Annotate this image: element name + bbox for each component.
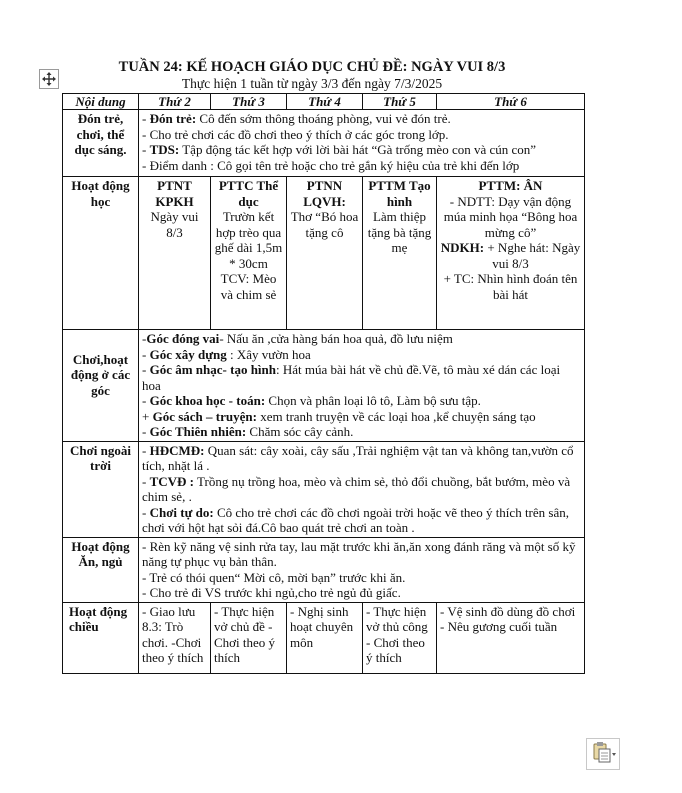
ngoai-troi-content — [139, 441, 585, 537]
an-ngu-content — [139, 537, 585, 602]
hdh-thu-6: PTTM: ÂN - NDTT: Dạy vận động múa minh họa “Bông hoa mừng cô” NDKH: + Nghe hát: Ngày vui 8/3 + TC: Nhìn hình đoán tên bài hát — [437, 177, 585, 330]
hdh-thu-4: PTNN LQVH: Thơ “Bó hoa tặng cô — [287, 177, 363, 330]
row-label-hoat-dong-hoc: Hoạt động học — [63, 177, 139, 330]
table-row — [63, 602, 585, 673]
hdh-thu-5: PTTM Tạo hình Làm thiệp tặng bà tặng mẹ — [363, 177, 437, 330]
don-tre-content — [139, 110, 585, 177]
list-item: - Rèn kỹ năng vệ sinh rửa tay, lau mặt trước khi ăn,ăn xong đánh răng và một số kỹ năng tự phục vụ bản thân. — [142, 538, 576, 569]
list-item: + Góc sách – truyện: xem tranh truyện về các loại hoa ,kể chuyện sáng tạo — [142, 408, 536, 424]
table-row — [63, 177, 585, 330]
plan-table — [62, 93, 585, 674]
list-item: - Trẻ có thói quen“ Mời cô, mời bạn” trước khi ăn. — [142, 569, 406, 585]
list-item: - Góc Thiên nhiên: Chăm sóc cây cảnh. — [142, 424, 354, 439]
list-item: -Góc đóng vai- Nấu ăn ,cửa hàng bán hoa quả, đồ lưu niệm — [142, 331, 453, 346]
col-header-noi-dung: Nội dung — [63, 94, 139, 110]
col-header-thu-6: Thứ 6 — [437, 94, 585, 110]
row-label-don-tre: Đón trẻ, chơi, thể dục sáng. — [63, 110, 139, 177]
move-arrows-icon — [41, 71, 57, 87]
table-move-handle[interactable] — [39, 69, 59, 89]
chieu-thu-2: - Giao lưu 8.3: Trò chơi. -Chơi theo ý thích — [139, 602, 211, 673]
row-label-chieu: Hoạt động chiều — [63, 602, 139, 673]
choi-goc-content — [139, 330, 585, 442]
hdh-thu-3: PTTC Thể dục Trườn kết hợp trèo qua ghế dài 1,5m * 30cm TCV: Mèo và chim sẻ — [211, 177, 287, 330]
doc-subtitle: Thực hiện 1 tuần từ ngày 3/3 đến ngày 7/3/2025 — [181, 76, 443, 91]
hdh-thu-2: PTNT KPKH Ngày vui 8/3 — [139, 177, 211, 330]
list-item: - Góc xây dựng : Xây vườn hoa — [142, 346, 311, 362]
list-item: - Cho trẻ đi VS trước khi ngủ,cho trẻ ngủ đủ giấc. — [142, 585, 401, 600]
list-item: - Chơi tự do: Cô cho trẻ chơi các đồ chơi ngoài trời hoặc vẽ theo ý thích trên sân, chơi với hột hạt sỏi đá.Cô bao quát trẻ chơi an toàn . — [142, 504, 569, 535]
table-header-row — [63, 94, 585, 110]
list-item: - HĐCMĐ: Quan sát: cây xoài, cây sấu ,Trải nghiệm vật tan và không tan,vườn cổ tích, nhặt lá . — [142, 442, 574, 473]
paste-options-button[interactable] — [586, 738, 620, 770]
table-row — [63, 537, 585, 602]
row-label-an-ngu: Hoạt động Ăn, ngủ — [63, 537, 139, 602]
table-row — [63, 110, 585, 177]
list-item: - Góc khoa học - toán: Chọn và phân loại lô tô, Làm bộ sưu tập. — [142, 393, 481, 408]
list-item: - Điểm danh : Cô gọi tên trẻ hoặc cho trẻ gắn ký hiệu của trẻ khi đến lớp — [142, 157, 520, 173]
table-row — [63, 441, 585, 537]
col-header-thu-3: Thứ 3 — [211, 94, 287, 110]
paste-options-icon — [587, 739, 619, 769]
row-label-ngoai-troi: Chơi ngoài trời — [63, 441, 139, 537]
col-header-thu-4: Thứ 4 — [287, 94, 363, 110]
chieu-thu-5: - Thực hiện vở thủ công - Chơi theo ý thích — [363, 602, 437, 673]
list-item: - TCVĐ : Trồng nụ trồng hoa, mèo và chim sẻ, thỏ đổi chuồng, bắt bướm, mèo và chim sẻ, . — [142, 473, 571, 504]
row-label-choi-goc: Chơi,hoạt động ở các góc — [63, 330, 139, 442]
list-item: - Cho trẻ chơi các đồ chơi theo ý thích ở các góc trong lớp. — [142, 126, 449, 142]
col-header-thu-2: Thứ 2 — [139, 94, 211, 110]
chieu-thu-6: - Vệ sinh đồ dùng đồ chơi - Nêu gương cuối tuần — [437, 602, 585, 673]
list-item: - Góc âm nhạc- tạo hình: Hát múa bài hát về chủ đề.Vẽ, tô màu xé dán các loại hoa — [142, 362, 561, 393]
list-item: - TDS: Tập động tác kết hợp với lời bài hát “Gà trống mèo con và cún con” — [142, 142, 537, 157]
chieu-thu-4: - Nghị sinh hoạt chuyên môn — [287, 602, 363, 673]
table-row — [63, 330, 585, 442]
list-item: - Đón trẻ: Cô đến sớm thông thoáng phòng, vui vẻ đón trẻ. — [142, 111, 451, 126]
chieu-thu-3: - Thực hiện vở chủ đề - Chơi theo ý thích — [211, 602, 287, 673]
doc-title: TUẦN 24: KẾ HOẠCH GIÁO DỤC CHỦ ĐỀ: NGÀY VUI 8/3 — [118, 59, 506, 75]
col-header-thu-5: Thứ 5 — [363, 94, 437, 110]
